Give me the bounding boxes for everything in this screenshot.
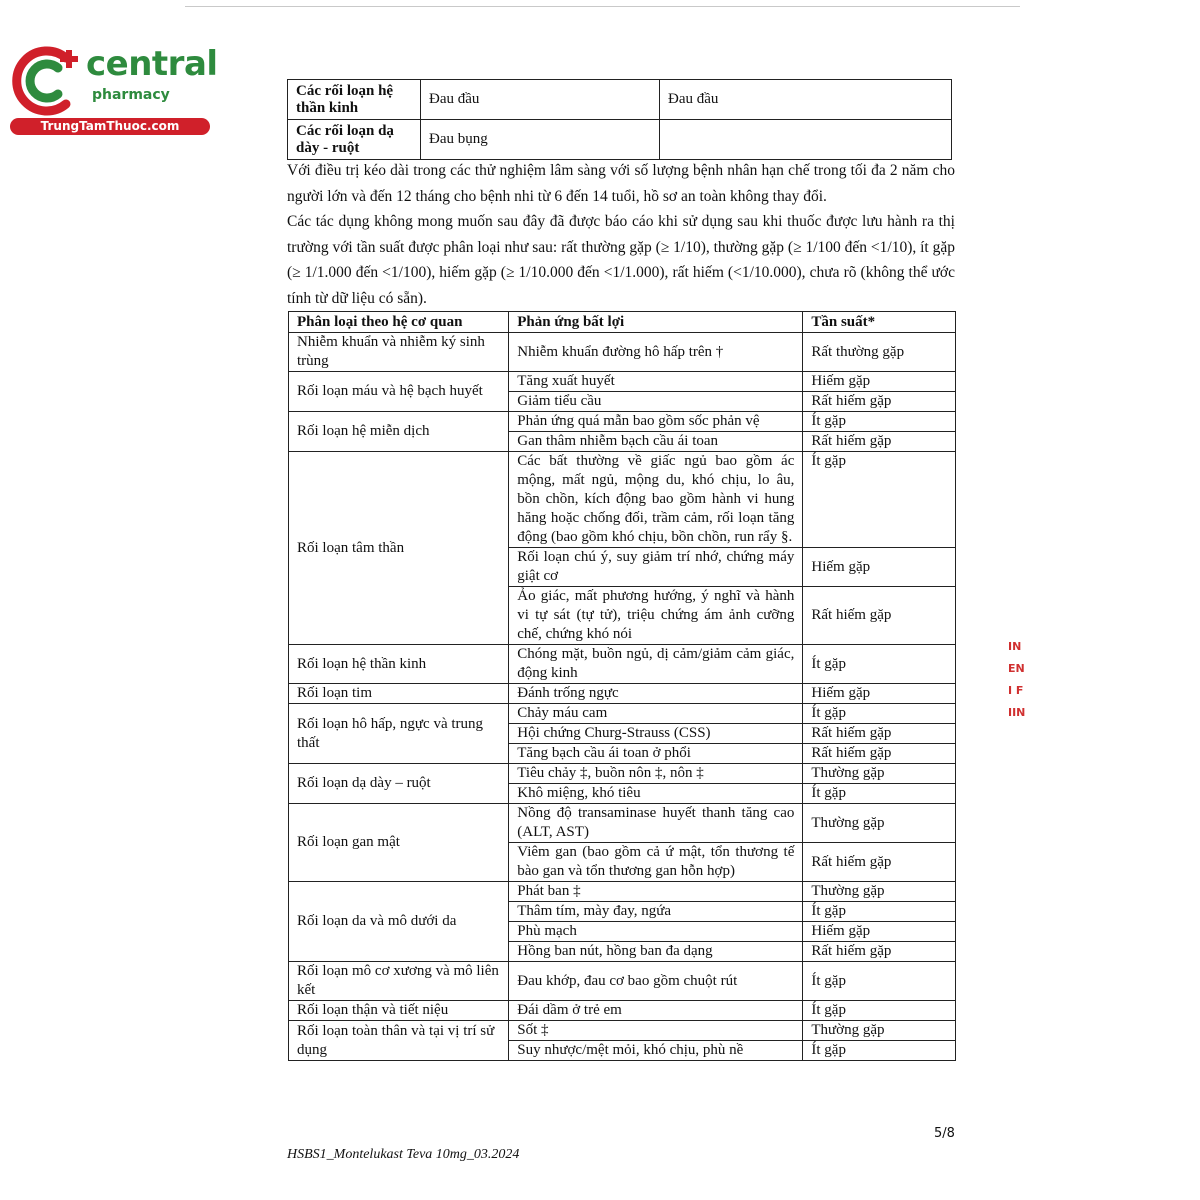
reaction-cell: Viêm gan (bao gồm cả ứ mật, tổn thương tế bào gan và tổn thương gan hỗn hợp) bbox=[509, 843, 803, 882]
frequency-cell: Hiếm gặp bbox=[803, 548, 956, 587]
reaction-cell: Hội chứng Churg-Strauss (CSS) bbox=[509, 724, 803, 744]
stamp-fragment bbox=[1008, 636, 1024, 724]
reaction-cell: Nồng độ transaminase huyết thanh tăng cao (ALT, AST) bbox=[509, 804, 803, 843]
frequency-cell: Rất hiếm gặp bbox=[803, 942, 956, 962]
frequency-cell: Ít gặp bbox=[803, 1001, 956, 1021]
table-row bbox=[289, 804, 956, 843]
system-cell: Rối loạn tâm thần bbox=[289, 452, 509, 645]
table-row bbox=[289, 684, 956, 704]
top-divider bbox=[185, 6, 1020, 7]
frequency-cell: Ít gặp bbox=[803, 1041, 956, 1061]
adverse-reactions-table bbox=[288, 311, 956, 1061]
system-cell: Rối loạn hệ thần kinh bbox=[289, 645, 509, 684]
frequency-cell: Rất hiếm gặp bbox=[803, 724, 956, 744]
frequency-cell: Rất hiếm gặp bbox=[803, 587, 956, 645]
system-cell: Rối loạn gan mật bbox=[289, 804, 509, 882]
table-row bbox=[289, 764, 956, 784]
table-row bbox=[289, 645, 956, 684]
frequency-cell: Thường gặp bbox=[803, 1021, 956, 1041]
reaction-cell: Tiêu chảy ‡, buồn nôn ‡, nôn ‡ bbox=[509, 764, 803, 784]
reaction-cell: Tăng bạch cầu ái toan ở phổi bbox=[509, 744, 803, 764]
nervous-digestive-table bbox=[287, 79, 952, 160]
table-row bbox=[289, 452, 956, 548]
paragraph-1: Với điều trị kéo dài trong các thử nghiệm lâm sàng với số lượng bệnh nhân hạn chế trong tối đa 2 năm cho người lớn và đến 12 tháng cho bệnh nhi từ 6 đến 14 tuổi, hồ sơ an toàn không thay đổi. bbox=[287, 162, 955, 205]
table-row bbox=[289, 1001, 956, 1021]
table-row bbox=[288, 120, 952, 160]
reaction-cell: Đau đầu bbox=[421, 80, 660, 120]
system-cell: Nhiễm khuẩn và nhiễm ký sinh trùng bbox=[289, 333, 509, 372]
frequency-cell: Hiếm gặp bbox=[803, 684, 956, 704]
table-row bbox=[289, 412, 956, 432]
reaction-cell: Giảm tiểu cầu bbox=[509, 392, 803, 412]
frequency-cell: Thường gặp bbox=[803, 882, 956, 902]
system-cell: Các rối loạn dạ dày - ruột bbox=[288, 120, 421, 160]
logo-banner: TrungTamThuoc.com bbox=[10, 118, 210, 135]
frequency-cell: Ít gặp bbox=[803, 784, 956, 804]
frequency-cell: Rất hiếm gặp bbox=[803, 744, 956, 764]
reaction-cell: Các bất thường về giấc ngủ bao gồm ác mộng, mất ngủ, mộng du, khó chịu, lo âu, bồn chồn, kích động bao gồm hành vi hung hăng hoặc chống đối, trầm cảm, rối loạn tăng động (bao gồm khó chịu, bồn chồn, run rẩy §. bbox=[509, 452, 803, 548]
frequency-cell: Ít gặp bbox=[803, 962, 956, 1001]
reaction-cell: Ảo giác, mất phương hướng, ý nghĩ và hành vi tự sát (tự tử), triệu chứng ám ảnh cưỡng chế, chứng khó nói bbox=[509, 587, 803, 645]
table-row bbox=[289, 1021, 956, 1041]
document-code: HSBS1_Montelukast Teva 10mg_03.2024 bbox=[287, 1147, 520, 1162]
reaction-cell: Phản ứng quá mẫn bao gồm sốc phản vệ bbox=[509, 412, 803, 432]
reaction-cell: Suy nhược/mệt mỏi, khó chịu, phù nề bbox=[509, 1041, 803, 1061]
frequency-cell: Ít gặp bbox=[803, 704, 956, 724]
reaction-cell: Đau khớp, đau cơ bao gồm chuột rút bbox=[509, 962, 803, 1001]
table-row bbox=[289, 704, 956, 724]
system-cell: Rối loạn mô cơ xương và mô liên kết bbox=[289, 962, 509, 1001]
reaction-cell: Rối loạn chú ý, suy giảm trí nhớ, chứng máy giật cơ bbox=[509, 548, 803, 587]
reaction-cell: Khô miệng, khó tiêu bbox=[509, 784, 803, 804]
table-row bbox=[288, 80, 952, 120]
reaction-cell: Chóng mặt, buồn ngủ, dị cảm/giảm cảm giác, động kinh bbox=[509, 645, 803, 684]
stamp-text: IIN bbox=[1008, 706, 1026, 719]
logo-sub-text: pharmacy bbox=[92, 87, 170, 103]
frequency-cell: Rất hiếm gặp bbox=[803, 843, 956, 882]
frequency-cell: Ít gặp bbox=[803, 645, 956, 684]
frequency-cell: Thường gặp bbox=[803, 764, 956, 784]
header-system: Phân loại theo hệ cơ quan bbox=[289, 312, 509, 333]
table-row bbox=[289, 882, 956, 902]
reaction-cell-2 bbox=[660, 120, 952, 160]
frequency-cell: Rất hiếm gặp bbox=[803, 392, 956, 412]
system-cell: Rối loạn thận và tiết niệu bbox=[289, 1001, 509, 1021]
frequency-cell: Ít gặp bbox=[803, 452, 956, 548]
system-cell: Các rối loạn hệ thần kinh bbox=[288, 80, 421, 120]
reaction-cell: Nhiễm khuẩn đường hô hấp trên † bbox=[509, 333, 803, 372]
table-row bbox=[289, 962, 956, 1001]
reaction-cell: Gan thâm nhiễm bạch cầu ái toan bbox=[509, 432, 803, 452]
reaction-cell: Đau bụng bbox=[421, 120, 660, 160]
system-cell: Rối loạn máu và hệ bạch huyết bbox=[289, 372, 509, 412]
system-cell: Rối loạn hệ miễn dịch bbox=[289, 412, 509, 452]
frequency-cell: Rất thường gặp bbox=[803, 333, 956, 372]
stamp-text: IN bbox=[1008, 640, 1022, 653]
frequency-cell: Thường gặp bbox=[803, 804, 956, 843]
frequency-cell: Rất hiếm gặp bbox=[803, 432, 956, 452]
table-row bbox=[289, 372, 956, 392]
reaction-cell-2: Đau đầu bbox=[660, 80, 952, 120]
reaction-cell: Phát ban ‡ bbox=[509, 882, 803, 902]
stamp-text: EN bbox=[1008, 662, 1025, 675]
frequency-cell: Ít gặp bbox=[803, 902, 956, 922]
system-cell: Rối loạn da và mô dưới da bbox=[289, 882, 509, 962]
frequency-cell: Hiếm gặp bbox=[803, 922, 956, 942]
header-frequency: Tần suất* bbox=[803, 312, 956, 333]
system-cell: Rối loạn hô hấp, ngực và trung thất bbox=[289, 704, 509, 764]
reaction-cell: Sốt ‡ bbox=[509, 1021, 803, 1041]
reaction-cell: Chảy máu cam bbox=[509, 704, 803, 724]
table-header-row bbox=[289, 312, 956, 333]
system-cell: Rối loạn toàn thân và tại vị trí sử dụng bbox=[289, 1021, 509, 1061]
reaction-cell: Thâm tím, mày đay, ngứa bbox=[509, 902, 803, 922]
reaction-cell: Phù mạch bbox=[509, 922, 803, 942]
reaction-cell: Hồng ban nút, hồng ban đa dạng bbox=[509, 942, 803, 962]
system-cell: Rối loạn tim bbox=[289, 684, 509, 704]
header-reaction: Phản ứng bất lợi bbox=[509, 312, 803, 333]
paragraph-2: Các tác dụng không mong muốn sau đây đã được báo cáo khi sử dụng sau khi thuốc được lưu hành ra thị trường với tần suất được phân loại như sau: rất thường gặp (≥ 1/10), thường gặp (≥ 1/100 đến <1/10), ít gặp (≥ 1/1.000 đến <1/100), hiếm gặp (≥ 1/10.000 đến <1/1.000), rất hiếm (<1/10.000), chưa rõ (không thể ước tính từ dữ liệu có sẵn). bbox=[287, 213, 955, 307]
system-cell: Rối loạn dạ dày – ruột bbox=[289, 764, 509, 804]
logo-brand-text: central bbox=[86, 44, 218, 84]
reaction-cell: Đái dầm ở trẻ em bbox=[509, 1001, 803, 1021]
intro-paragraph bbox=[287, 158, 955, 311]
table-row bbox=[289, 333, 956, 372]
reaction-cell: Tăng xuất huyết bbox=[509, 372, 803, 392]
stamp-text: I F bbox=[1008, 684, 1024, 697]
frequency-cell: Hiếm gặp bbox=[803, 372, 956, 392]
reaction-cell: Đánh trống ngực bbox=[509, 684, 803, 704]
page-number: 5/8 bbox=[934, 1126, 955, 1141]
frequency-cell: Ít gặp bbox=[803, 412, 956, 432]
